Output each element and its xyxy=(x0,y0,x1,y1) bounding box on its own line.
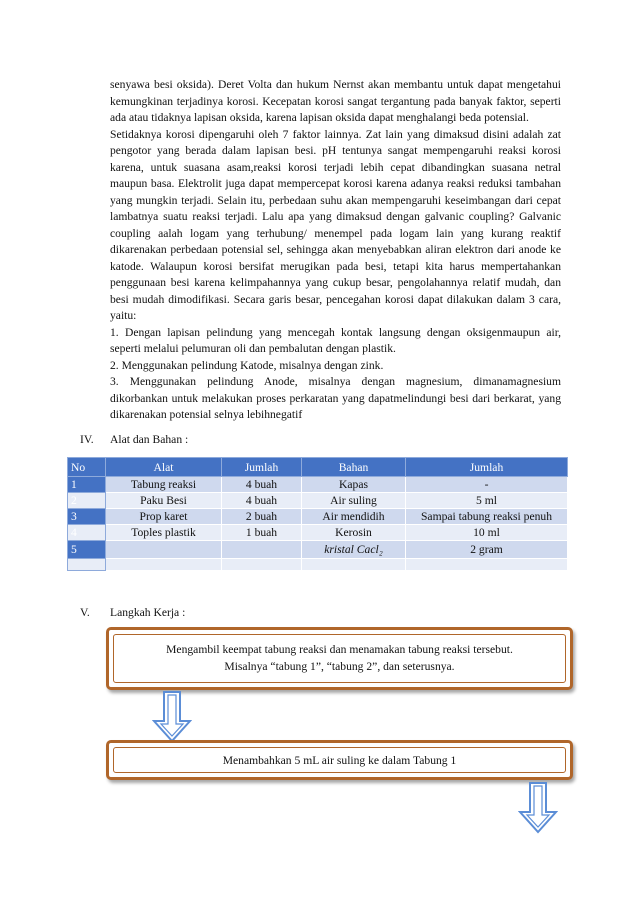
cell-alat: Tabung reaksi xyxy=(106,477,222,493)
cell-alat: Paku Besi xyxy=(106,493,222,509)
intro-paragraph-2: Setidaknya korosi dipengaruhi oleh 7 faktor lainnya. Zat lain yang dimaksud disini adalah zat pengotor yang berada dalam lapisan besi. pH tentunya sangat mempengaruhi reaksi korosi karena, untuk suasana asam,reaksi korosi terjadi lebih cepat dibandingkan suasana netral maupun basa. Elektrolit juga dapat mempercepat korosi karena adanya reaksi reduksi tambahan yang mungkin terjadi. Selain itu, perbedaan suhu akan mempengaruhi keseimbangan dari cepat lambatnya suatu reaksi terjadi. Lalu apa yang dimaksud dengan galvanic coupling? Galvanic coupling aalah logam yang terhubung/ menempel pada logam lain yang kurang reaktif dikarenakan perbedaan potensial sel, sehingga akan menyebabkan aliran elektron dari anode ke katode. Walaupun korosi bersifat merugikan pada besi, tetapi kita harus mempertahankan penggunaan besi karena kelimpahannya yang cukup besar, pengolahannya relatif mudah, dan besi mudah dimodifikasi. Secara garis besar, pencegahan korosi dapat dilakukan dalam 3 cara, yaitu: xyxy=(110,127,561,322)
step-1-box xyxy=(106,627,573,690)
cell-alat: Prop karet xyxy=(106,509,222,525)
row-number: 4 xyxy=(68,525,106,541)
section-v-heading xyxy=(80,606,185,619)
header-jumlah-alat: Jumlah xyxy=(222,458,302,477)
prevention-item-3: 3. Menggunakan pelindung Anode, misalnya dengan magnesium, dimanamagnesium dikorbankan untuk melakukan proses perkaratan yang dapatmelindungi besi dari berkarat, yang dikarenakan potensial selnya lebihnegatif xyxy=(110,375,561,421)
intro-paragraph-1: senyawa besi oksida). Deret Volta dan hukum Nernst akan membantu untuk dapat mengetahui kemungkinan terjadinya korosi. Kecepatan korosi sangat tergantung pada banyak faktor, seperti ada atau tidaknya lapisan oksida, karena lapisan oksida dapat menghalangi beda potensial. xyxy=(110,78,561,124)
section-v-title: Langkah Kerja : xyxy=(110,606,186,619)
cell-bahan: Kapas xyxy=(302,477,406,493)
table-row xyxy=(68,493,568,509)
cell-bahan: Kerosin xyxy=(302,525,406,541)
cell-bahan: Air suling xyxy=(302,493,406,509)
cell-jumlah-alat: 1 buah xyxy=(222,525,302,541)
cell-jumlah-bahan: Sampai tabung reaksi penuh xyxy=(406,509,568,525)
cell-empty xyxy=(302,559,406,571)
step-1-line-1: Mengambil keempat tabung reaksi dan menamakan tabung reaksi tersebut. xyxy=(166,643,513,656)
table-row xyxy=(68,541,568,559)
row-number: 5 xyxy=(68,541,106,559)
row-number xyxy=(68,559,106,571)
step-2-line-1: Menambahkan 5 mL air suling ke dalam Tabung 1 xyxy=(222,754,457,767)
step-2-box xyxy=(106,740,573,780)
header-no: No xyxy=(68,458,106,477)
row-number: 1 xyxy=(68,477,106,493)
intro-text xyxy=(110,77,561,424)
section-v-number: V. xyxy=(80,606,90,619)
prevention-item-2: 2. Menggunakan pelindung Katode, misalnya dengan zink. xyxy=(110,358,384,372)
cell-jumlah-bahan: 5 ml xyxy=(406,493,568,509)
header-bahan: Bahan xyxy=(302,458,406,477)
cell-jumlah-alat: 4 buah xyxy=(222,493,302,509)
section-iv-title: Alat dan Bahan : xyxy=(110,433,189,446)
cell-jumlah-bahan: 2 gram xyxy=(406,541,568,559)
cell-alat xyxy=(106,541,222,559)
prevention-item-1: 1. Dengan lapisan pelindung yang mencegah kontak langsung dengan oksigenmaupun air, seperti melalui pelumuran oli dan pembalutan dengan plastik. xyxy=(110,325,561,355)
materials-table xyxy=(67,457,568,571)
row-number: 3 xyxy=(68,509,106,525)
header-jumlah-bahan: Jumlah xyxy=(406,458,568,477)
down-arrow-icon xyxy=(518,782,558,834)
cell-empty xyxy=(222,559,302,571)
down-arrow-icon xyxy=(152,691,192,743)
table-row xyxy=(68,525,568,541)
cell-bahan: Air mendidih xyxy=(302,509,406,525)
table-row xyxy=(68,509,568,525)
cell-alat: Toples plastik xyxy=(106,525,222,541)
step-1-line-2: Misalnya “tabung 1”, “tabung 2”, dan seterusnya. xyxy=(224,660,455,673)
cell-jumlah-bahan: - xyxy=(406,477,568,493)
cell-jumlah-alat xyxy=(222,541,302,559)
section-iv-heading xyxy=(80,433,188,446)
table-row-empty xyxy=(68,559,568,571)
cell-jumlah-alat: 4 buah xyxy=(222,477,302,493)
cell-jumlah-bahan: 10 ml xyxy=(406,525,568,541)
cell-bahan: kristal Cacl₂ xyxy=(302,541,406,559)
section-iv-number: IV. xyxy=(80,433,94,446)
cell-empty xyxy=(406,559,568,571)
cell-empty xyxy=(106,559,222,571)
header-alat: Alat xyxy=(106,458,222,477)
table-header-row xyxy=(68,458,568,477)
row-number: 2 xyxy=(68,493,106,509)
table-row xyxy=(68,477,568,493)
cell-jumlah-alat: 2 buah xyxy=(222,509,302,525)
